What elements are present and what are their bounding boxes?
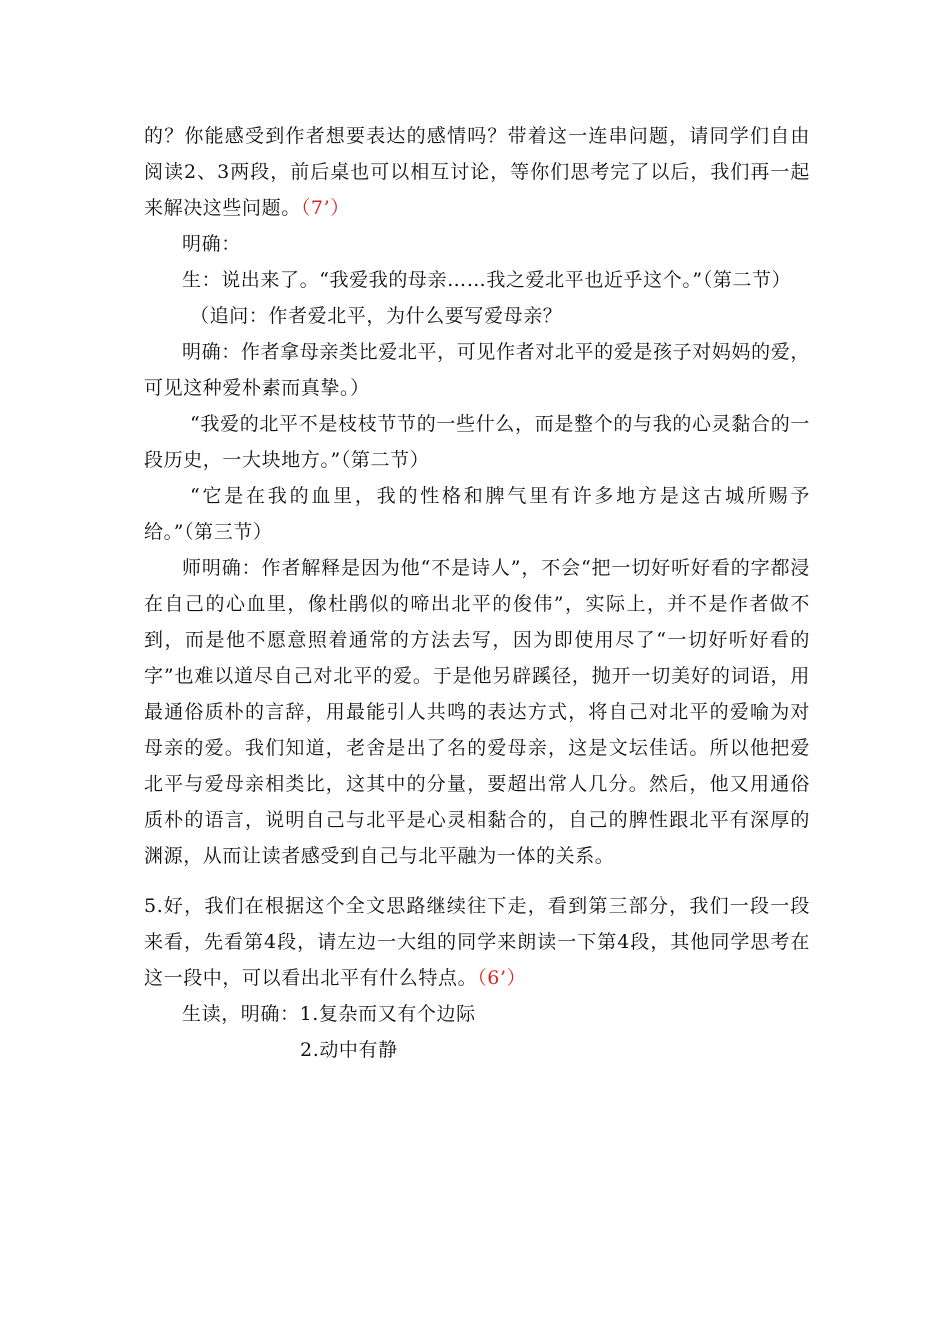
step5-time-mark: （6’） xyxy=(477,967,527,989)
quote-1: “我爱的北平不是枝枝节节的一些什么，而是整个的与我的心灵黏合的一段历史，一大块地方。”（第二节） xyxy=(144,413,810,471)
step5-paragraph xyxy=(144,888,810,996)
document-page xyxy=(144,118,810,1068)
student-answer: 生：说出来了。“我爱我的母亲……我之爱北平也近乎这个。”（第二节） xyxy=(182,269,792,291)
student-read: 生读，明确：1.复杂而又有个边际 xyxy=(182,1003,476,1025)
point-2: 2.动中有静 xyxy=(300,1039,398,1061)
quote-2: “它是在我的血里，我的性格和脾气里有许多地方是这古城所赐予给。”（第三节） xyxy=(144,485,810,543)
follow-up-answer: 明确：作者拿母亲类比爱北平，可见作者对北平的爱是孩子对妈妈的爱，可见这种爱朴素而真挚。） xyxy=(144,341,810,399)
follow-up-question: （追问：作者爱北平，为什么要写爱母亲？ xyxy=(190,305,563,327)
intro-time-mark: （7’） xyxy=(300,197,350,219)
clarify-label: 明确： xyxy=(182,233,241,255)
intro-paragraph xyxy=(144,118,810,226)
step5-text: 5.好，我们在根据这个全文思路继续往下走，看到第三部分，我们一段一段来看，先看第4段，请左边一大组的同学来朗读一下第4段，其他同学思考在这一段中，可以看出北平有什么特点。 xyxy=(144,895,810,989)
teacher-summary: 师明确：作者解释是因为他“不是诗人”，不会“把一切好听好看的字都浸在自己的心血里，像杜鹃似的啼出北平的俊伟”，实际上，并不是作者做不到，而是他不愿意照着通常的方法去写，因为即使用尽了“一切好听好看的字”也难以道尽自己对北平的爱。于是他另辟蹊径，抛开一切美好的词语，用最通俗质朴的言辞，用最能引人共鸣的表达方式，将自己对北平的爱喻为对母亲的爱。我们知道，老舍是出了名的爱母亲，这是文坛佳话。所以他把爱北平与爱母亲相类比，这其中的分量，要超出常人几分。然后，他又用通俗质朴的语言，说明自己与北平是心灵相黏合的，自己的脾性跟北平有深厚的渊源，从而让读者感受到自己与北平融为一体的关系。 xyxy=(144,557,810,867)
intro-text: 的？你能感受到作者想要表达的感情吗？带着这一连串问题，请同学们自由阅读2、3两段，前后桌也可以相互讨论，等你们思考完了以后，我们再一起来解决这些问题。 xyxy=(144,125,810,219)
